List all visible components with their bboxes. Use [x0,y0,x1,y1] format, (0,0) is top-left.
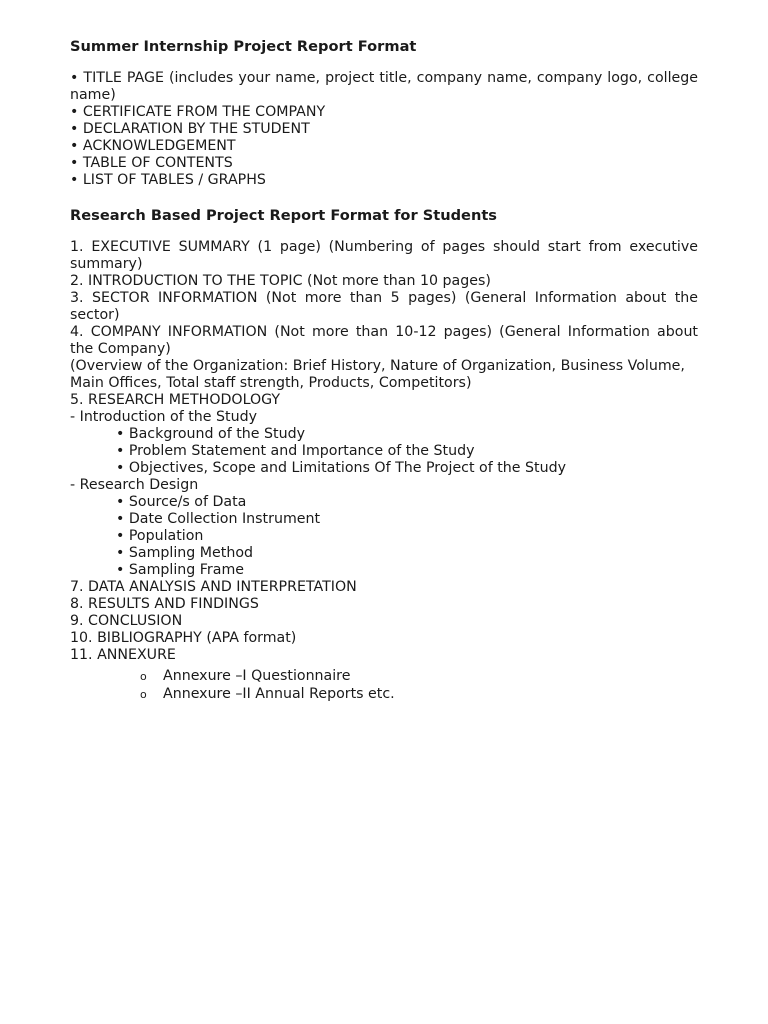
annexure-item-label: Annexure –I Questionnaire [163,668,351,684]
annexure-item [140,685,698,703]
research-report-list [70,239,698,703]
list-item: • Date Collection Instrument [116,511,321,527]
annexure-list [70,667,698,703]
list-item: • Population [116,528,204,544]
circle-bullet-icon: o [140,688,147,701]
annexure-item-label: Annexure –II Annual Reports etc. [163,686,395,702]
list-item: • Sampling Frame [116,562,244,578]
list-item: • TITLE PAGE (includes your name, project title, company name, company logo, college name) [70,70,698,103]
list-item: • Source/s of Data [116,494,247,510]
list-item: 8. RESULTS AND FINDINGS [70,596,259,612]
list-item: • Problem Statement and Importance of the Study [116,443,475,459]
list-item: 1. EXECUTIVE SUMMARY (1 page) (Numbering of pages should start from executive summary) [70,239,698,272]
list-item: Main Offices, Total staff strength, Products, Competitors) [70,375,472,391]
list-item: 5. RESEARCH METHODOLOGY [70,392,281,408]
annexure-item [140,667,698,685]
list-item: • DECLARATION BY THE STUDENT [70,121,310,137]
list-item: 11. ANNEXURE [70,647,176,663]
list-item: (Overview of the Organization: Brief History, Nature of Organization, Business Volume, [70,358,685,374]
list-item: 9. CONCLUSION [70,613,183,629]
list-item: 7. DATA ANALYSIS AND INTERPRETATION [70,579,357,595]
circle-bullet-icon: o [140,670,147,683]
list-item: • Background of the Study [116,426,305,442]
list-item: 3. SECTOR INFORMATION (Not more than 5 pages) (General Information about the sector) [70,290,698,323]
research-report-heading: Research Based Project Report Format for Students [70,207,497,224]
list-item: 4. COMPANY INFORMATION (Not more than 10-12 pages) (General Information about the Company) [70,324,698,357]
subsection-heading: - Research Design [70,477,199,493]
list-item: 10. BIBLIOGRAPHY (APA format) [70,630,297,646]
list-item: • CERTIFICATE FROM THE COMPANY [70,104,326,120]
list-item: • LIST OF TABLES / GRAPHS [70,172,266,188]
list-item: 2. INTRODUCTION TO THE TOPIC (Not more than 10 pages) [70,273,491,289]
list-item: • Objectives, Scope and Limitations Of The Project of the Study [116,460,566,476]
list-item: • Sampling Method [116,545,254,561]
list-item: • ACKNOWLEDGEMENT [70,138,236,154]
summer-internship-list [70,70,698,189]
subsection-heading: - Introduction of the Study [70,409,257,425]
summer-internship-heading: Summer Internship Project Report Format [70,38,417,55]
list-item: • TABLE OF CONTENTS [70,155,233,171]
